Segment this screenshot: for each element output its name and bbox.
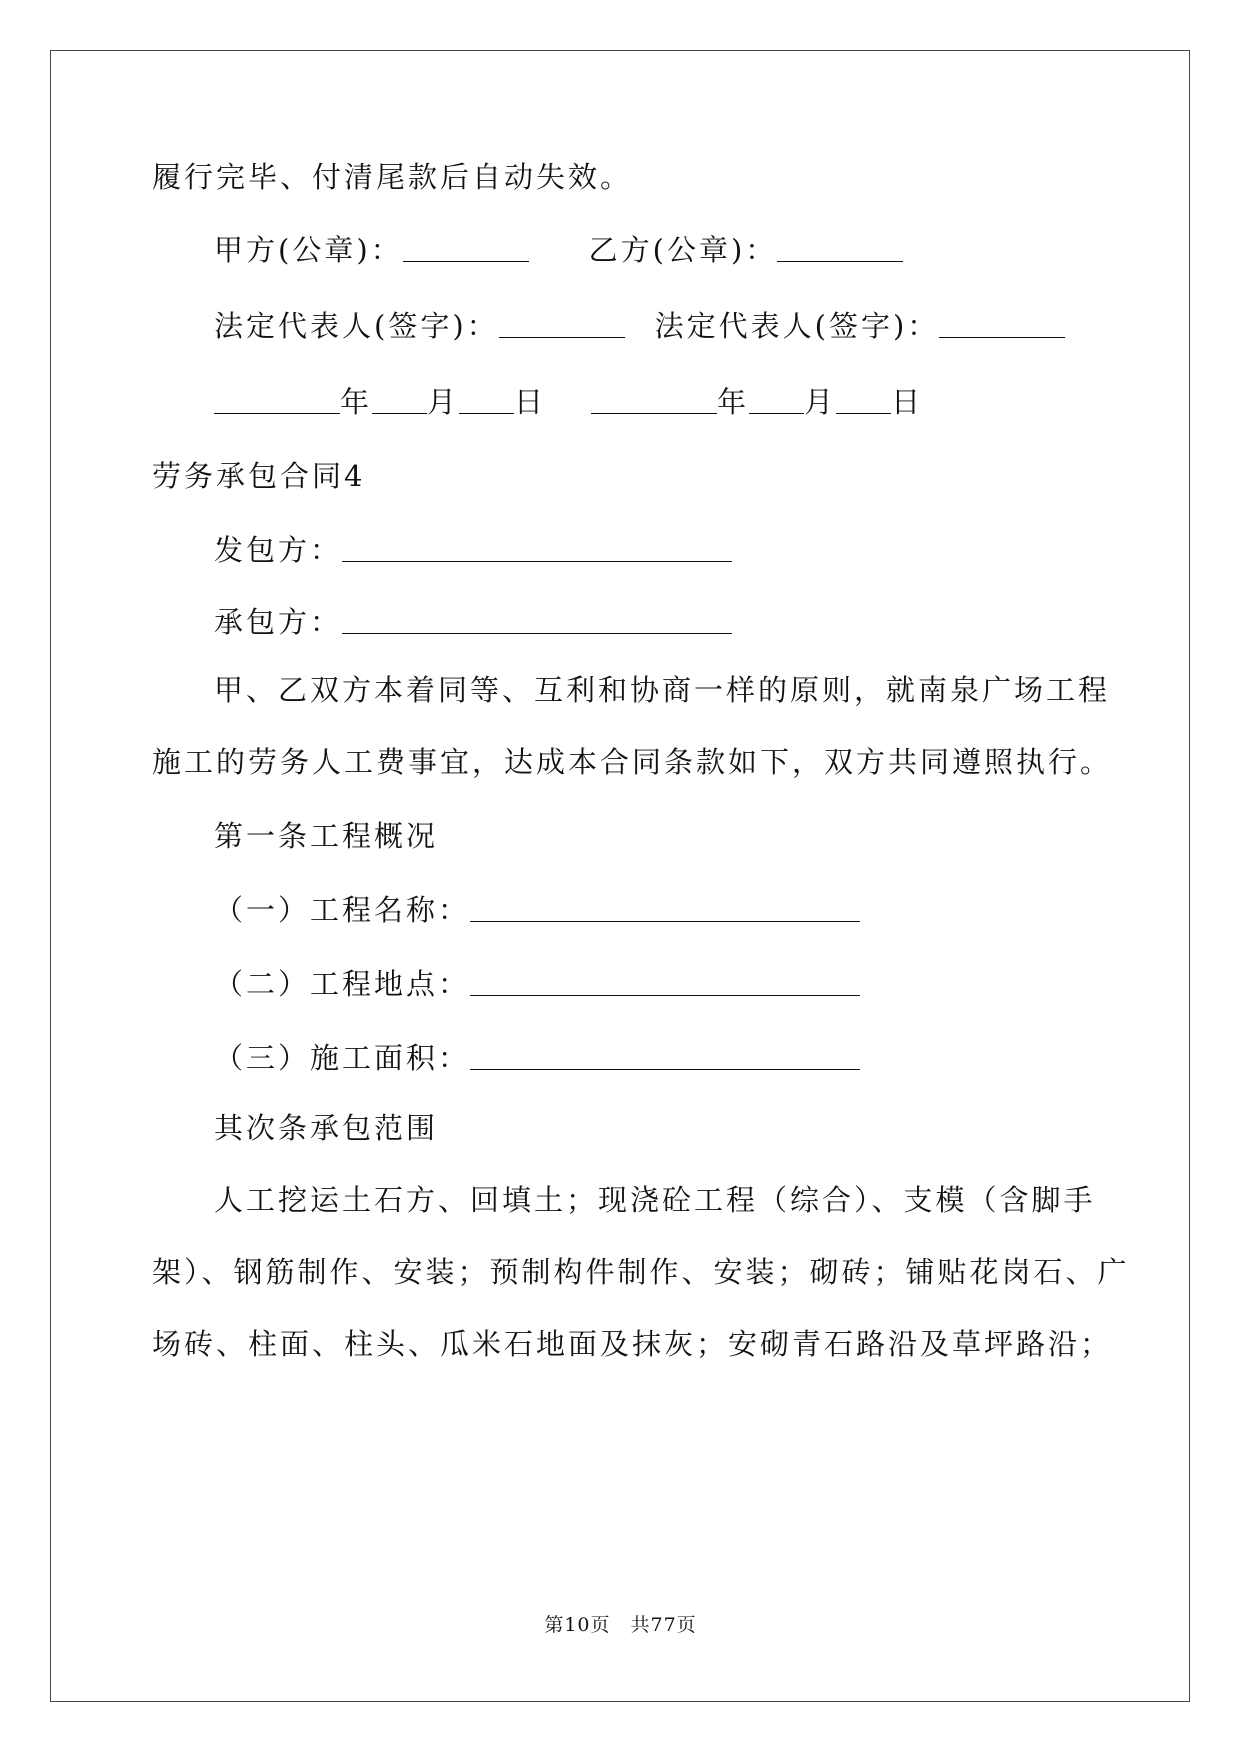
- article-heading: 其次条承包范围: [214, 1111, 439, 1145]
- project-location-blank[interactable]: [470, 994, 860, 996]
- issuer-blank[interactable]: [342, 560, 732, 562]
- project-location-row: [214, 962, 860, 1003]
- year-label: 年: [340, 385, 373, 419]
- party-a-seal-label: 甲方(公章)：: [214, 233, 403, 267]
- signature-row-date: [214, 380, 923, 421]
- signature-row-seal: [214, 228, 903, 269]
- contractor-blank[interactable]: [342, 632, 732, 634]
- project-name-row: [214, 888, 860, 929]
- signature-row-rep: [214, 304, 1065, 345]
- month-label: 月: [427, 385, 460, 419]
- text-line: 架）、钢筋制作、安装；预制构件制作、安装；砌砖；铺贴花岗石、广: [152, 1255, 1130, 1289]
- contractor-label: 承包方：: [214, 605, 343, 639]
- text-line: 场砖、柱面、柱头、瓜米石地面及抹灰；安砌青石路沿及草坪路沿；: [152, 1327, 1113, 1361]
- year-label: 年: [717, 385, 750, 419]
- page-footer: [0, 1610, 1241, 1637]
- month-label: 月: [804, 385, 837, 419]
- contract-title: 劳务承包合同4: [152, 459, 366, 493]
- project-name-label: （一）工程名称：: [214, 893, 471, 927]
- rep-a-label: 法定代表人(签字)：: [214, 309, 499, 343]
- issuer-row: [214, 528, 732, 569]
- rep-b-label: 法定代表人(签字)：: [654, 309, 940, 343]
- page-total: 共77页: [630, 1614, 697, 1636]
- day-label: 日: [514, 385, 547, 419]
- date-b-day-blank[interactable]: [836, 412, 891, 414]
- date-b-month-blank[interactable]: [749, 412, 804, 414]
- day-label: 日: [891, 385, 924, 419]
- rep-a-blank[interactable]: [499, 336, 625, 338]
- party-b-seal-label: 乙方(公章)：: [588, 233, 778, 267]
- construction-area-blank[interactable]: [470, 1068, 860, 1070]
- contractor-row: [214, 600, 732, 641]
- text-line: 履行完毕、付清尾款后自动失效。: [152, 160, 633, 194]
- construction-area-row: [214, 1036, 860, 1077]
- date-a-year-blank[interactable]: [214, 412, 340, 414]
- text-line: 甲、乙双方本着同等、互利和协商一样的原则，就南泉广场工程: [214, 673, 1111, 707]
- party-a-seal-blank[interactable]: [403, 260, 529, 262]
- project-name-blank[interactable]: [470, 920, 860, 922]
- issuer-label: 发包方：: [214, 533, 343, 567]
- date-a-month-blank[interactable]: [372, 412, 427, 414]
- project-location-label: （二）工程地点：: [214, 967, 471, 1001]
- construction-area-label: （三）施工面积：: [214, 1041, 471, 1075]
- page-number: 第10页: [544, 1614, 611, 1636]
- article-heading: 第一条工程概况: [214, 819, 439, 853]
- text-line: 施工的劳务人工费事宜，达成本合同条款如下，双方共同遵照执行。: [152, 745, 1113, 779]
- text-line: 人工挖运土石方、回填土；现浇砼工程（综合）、支模（含脚手: [214, 1183, 1096, 1217]
- page-border: [50, 50, 1190, 1702]
- date-b-year-blank[interactable]: [591, 412, 717, 414]
- rep-b-blank[interactable]: [939, 336, 1065, 338]
- date-a-day-blank[interactable]: [459, 412, 514, 414]
- party-b-seal-blank[interactable]: [777, 260, 903, 262]
